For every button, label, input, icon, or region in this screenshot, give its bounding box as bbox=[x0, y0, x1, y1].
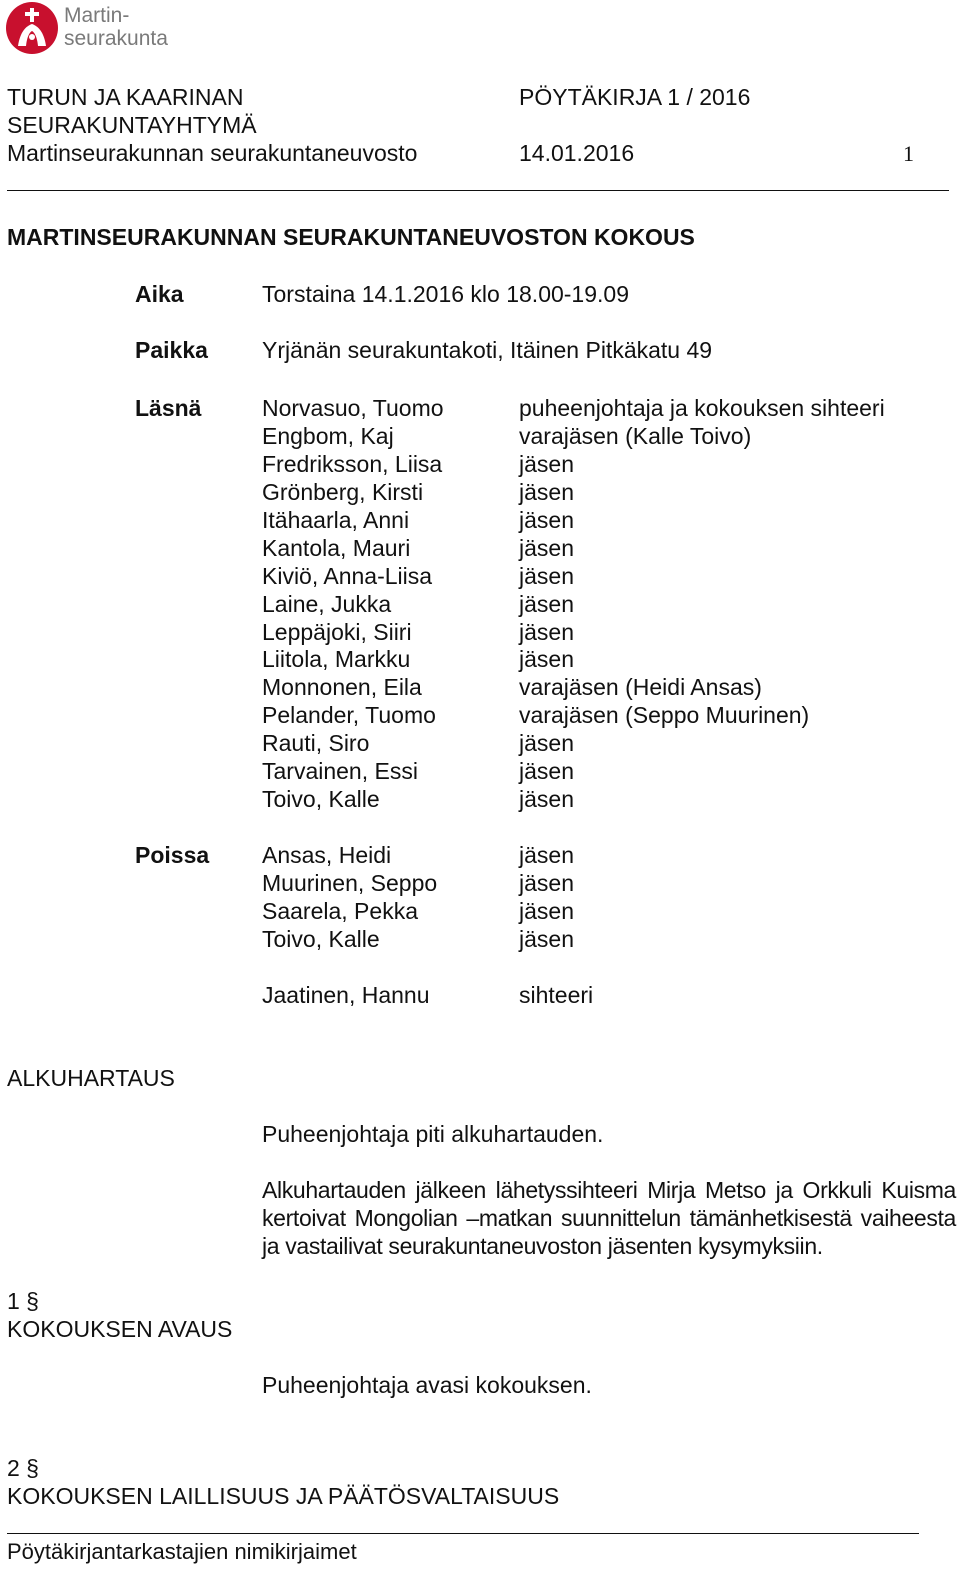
logo-wordmark bbox=[64, 4, 168, 50]
attendee-name: Rauti, Siro bbox=[262, 730, 370, 757]
attendee-name: Norvasuo, Tuomo bbox=[262, 395, 444, 421]
header-divider bbox=[7, 190, 949, 191]
absentee-role: jäsen bbox=[519, 925, 574, 952]
footer-divider bbox=[7, 1533, 919, 1534]
other-attendee-role: sihteeri bbox=[519, 982, 594, 1008]
attendee-role: jäsen bbox=[519, 534, 574, 561]
church-emblem-icon bbox=[6, 2, 58, 54]
present-names-list bbox=[262, 394, 444, 813]
place-label: Paikka bbox=[135, 337, 208, 363]
attendee-role: jäsen bbox=[519, 786, 574, 813]
attendee-name: Monnonen, Eila bbox=[262, 674, 422, 701]
attendee-name: Liitola, Markku bbox=[262, 646, 411, 673]
attendee-name: Kantola, Mauri bbox=[262, 534, 411, 561]
doc-date: 14.01.2016 bbox=[519, 140, 635, 166]
attendee-role: jäsen bbox=[519, 562, 574, 589]
present-label: Läsnä bbox=[135, 395, 202, 421]
devotion-heading: ALKUHARTAUS bbox=[7, 1065, 175, 1091]
devotion-text-2: Alkuhartauden jälkeen lähetyssihteeri Mirja Metso ja Orkkuli Kuisma kertoivat Mongolian –matkan suunnittelun tämänhetkisestä vaiheesta ja vastailivat seurakuntaneuvoston jäsenten kysymyksiin. bbox=[262, 1177, 956, 1259]
attendee-role: jäsen bbox=[519, 730, 574, 757]
attendee-role: jäsen bbox=[519, 590, 574, 617]
page-number: 1 bbox=[903, 141, 914, 166]
logo-line1: Martin- bbox=[64, 4, 130, 27]
attendee-role: jäsen bbox=[519, 758, 574, 785]
attendee-role: puheenjohtaja ja kokouksen sihteeri bbox=[519, 395, 885, 421]
section-1-text: Puheenjohtaja avasi kokouksen. bbox=[262, 1372, 592, 1398]
absent-names-list bbox=[262, 841, 437, 953]
doc-type: PÖYTÄKIRJA 1 / 2016 bbox=[519, 84, 751, 110]
org-name-line1: TURUN JA KAARINAN bbox=[7, 84, 244, 110]
attendee-role: jäsen bbox=[519, 450, 574, 477]
devotion-text-1: Puheenjohtaja piti alkuhartauden. bbox=[262, 1121, 604, 1147]
attendee-role: jäsen bbox=[519, 506, 574, 533]
section-1-number: 1 § bbox=[7, 1288, 39, 1314]
attendee-role: varajäsen (Seppo Muurinen) bbox=[519, 702, 810, 729]
absent-roles-list bbox=[519, 841, 574, 953]
attendee-name: Itähaarla, Anni bbox=[262, 506, 410, 533]
absentee-name: Ansas, Heidi bbox=[262, 842, 392, 868]
attendee-name: Fredriksson, Liisa bbox=[262, 450, 443, 477]
attendee-name: Grönberg, Kirsti bbox=[262, 478, 424, 505]
section-2-number: 2 § bbox=[7, 1455, 39, 1481]
attendee-role: jäsen bbox=[519, 478, 574, 505]
other-attendee-name: Jaatinen, Hannu bbox=[262, 982, 430, 1008]
present-roles-list bbox=[519, 394, 885, 813]
attendee-role: jäsen bbox=[519, 646, 574, 673]
time-value: Torstaina 14.1.2016 klo 18.00-19.09 bbox=[262, 281, 629, 307]
absentee-role: jäsen bbox=[519, 842, 574, 868]
absent-label: Poissa bbox=[135, 842, 210, 868]
absentee-name: Toivo, Kalle bbox=[262, 925, 380, 952]
attendee-name: Engbom, Kaj bbox=[262, 422, 394, 449]
place-value: Yrjänän seurakuntakoti, Itäinen Pitkäkatu 49 bbox=[262, 337, 713, 363]
body-name: Martinseurakunnan seurakuntaneuvosto bbox=[7, 140, 418, 166]
section-2-heading: KOKOUKSEN LAILLISUUS JA PÄÄTÖSVALTAISUUS bbox=[7, 1483, 560, 1509]
attendee-name: Leppäjoki, Siiri bbox=[262, 618, 412, 645]
absentee-role: jäsen bbox=[519, 869, 574, 896]
logo-line2: seurakunta bbox=[64, 27, 168, 50]
absentee-name: Muurinen, Seppo bbox=[262, 869, 438, 896]
document-title: MARTINSEURAKUNNAN SEURAKUNTANEUVOSTON KOKOUS bbox=[7, 224, 695, 250]
attendee-name: Toivo, Kalle bbox=[262, 786, 380, 813]
attendee-name: Pelander, Tuomo bbox=[262, 702, 436, 729]
section-1-heading: KOKOUKSEN AVAUS bbox=[7, 1316, 233, 1342]
attendee-role: varajäsen (Kalle Toivo) bbox=[519, 422, 752, 449]
attendee-name: Kiviö, Anna-Liisa bbox=[262, 562, 433, 589]
attendee-role: jäsen bbox=[519, 618, 574, 645]
org-name-line2: SEURAKUNTAYHTYMÄ bbox=[7, 112, 257, 138]
attendee-name: Tarvainen, Essi bbox=[262, 758, 418, 785]
time-label: Aika bbox=[135, 281, 184, 307]
attendee-name: Laine, Jukka bbox=[262, 590, 392, 617]
footer-initials-label: Pöytäkirjantarkastajien nimikirjaimet bbox=[7, 1539, 357, 1564]
absentee-name: Saarela, Pekka bbox=[262, 897, 418, 924]
absentee-role: jäsen bbox=[519, 897, 574, 924]
attendee-role: varajäsen (Heidi Ansas) bbox=[519, 674, 762, 701]
